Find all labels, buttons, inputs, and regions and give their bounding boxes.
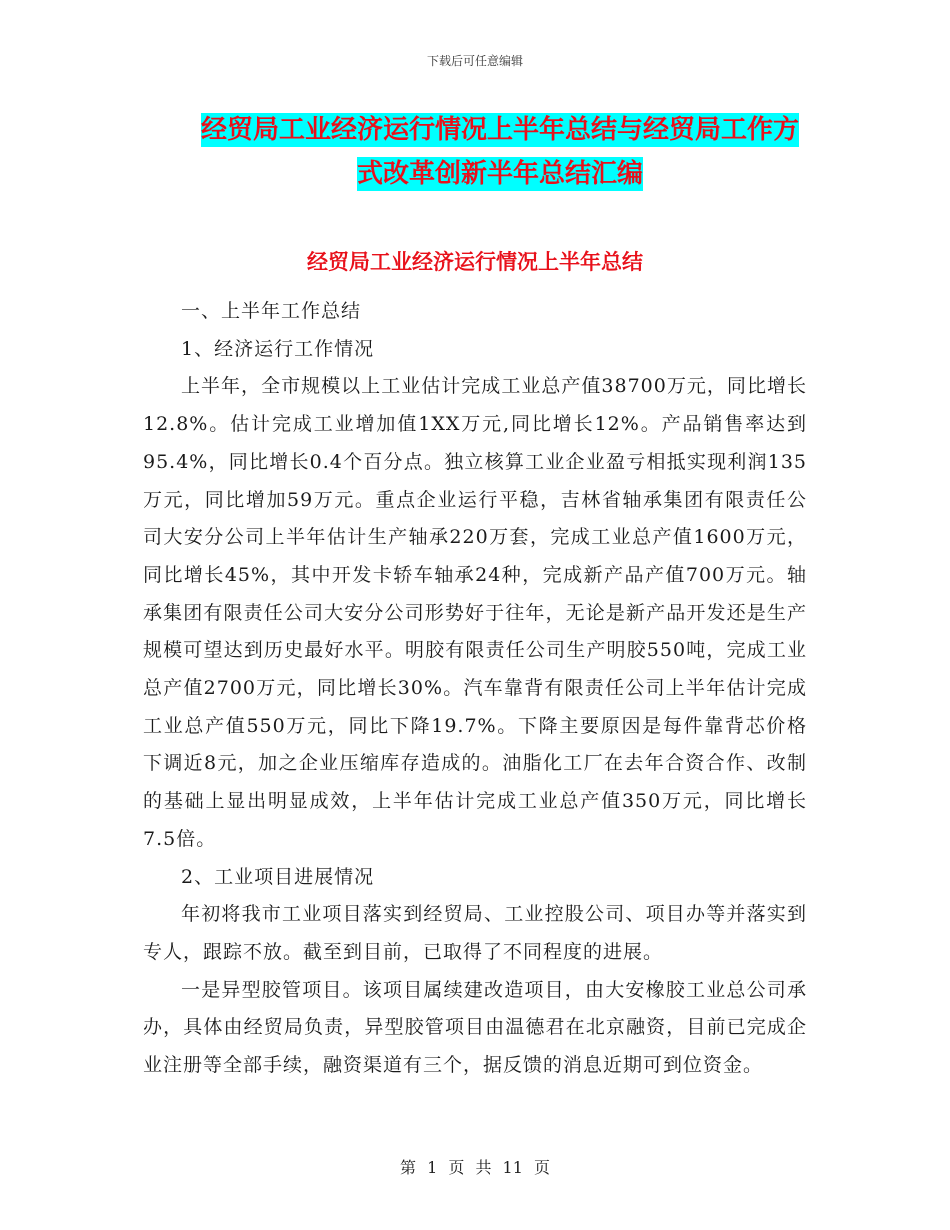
title-line-2: 式改革创新半年总结汇编 <box>356 159 643 189</box>
document-body <box>143 293 807 1085</box>
paragraph-projects-intro: 年初将我市工业项目落实到经贸局、工业控股公司、项目办等并落实到专人，跟踪不放。截至到目前，已取得了不同程度的进展。 <box>143 903 807 963</box>
paragraph-hose-project: 一是异型胶管项目。该项目属续建改造项目，由大安橡胶工业总公司承办，具体由经贸局负责，异型胶管项目由温德君在北京融资，目前已完成企业注册等全部手续，融资渠道有三个，据反馈的消息近期可到位资金。 <box>143 978 807 1077</box>
document-title <box>140 108 860 196</box>
page-number: 第 1 页 共 11 页 <box>400 1158 550 1177</box>
heading-work-summary: 一、上半年工作总结 <box>181 300 362 322</box>
page-header-note: 下载后可任意编辑 <box>426 54 523 68</box>
section-title: 经贸局工业经济运行情况上半年总结 <box>307 250 643 274</box>
title-line-1: 经贸局工业经济运行情况上半年总结与经贸局工作方 <box>200 115 799 145</box>
paragraph-economic-operation: 上半年，全市规模以上工业估计完成工业总产值38700万元，同比增长12.8%。估计完成工业增加值1XX万元,同比增长12%。产品销售率达到95.4%，同比增长0.4个百分点。独立核算工业企业盈亏相抵实现利润135万元，同比增加59万元。重点企业运行平稳，吉林省轴承集团有限责任公司大安分公司上半年估计生产轴承220万套，完成工业总产值1600万元，同比增长45%，其中开发卡轿车轴承24种，完成新产品产值700万元。轴承集团有限责任公司大安分公司形势好于往年，无论是新产品开发还是生产规模可望达到历史最好水平。明胶有限责任公司生产明胶550吨，完成工业总产值2700万元，同比增长30%。汽车靠背有限责任公司上半年估计完成工业总产值550万元，同比下降19.7%。下降主要原因是每件靠背芯价格下调近8元，加之企业压缩库存造成的。油脂化工厂在去年合资合作、改制的基础上显出明显成效，上半年估计完成工业总产值350万元，同比增长7.5倍。 <box>143 375 807 850</box>
heading-industrial-projects: 2、工业项目进展情况 <box>181 865 375 888</box>
heading-economic-operation: 1、经济运行工作情况 <box>181 337 375 360</box>
